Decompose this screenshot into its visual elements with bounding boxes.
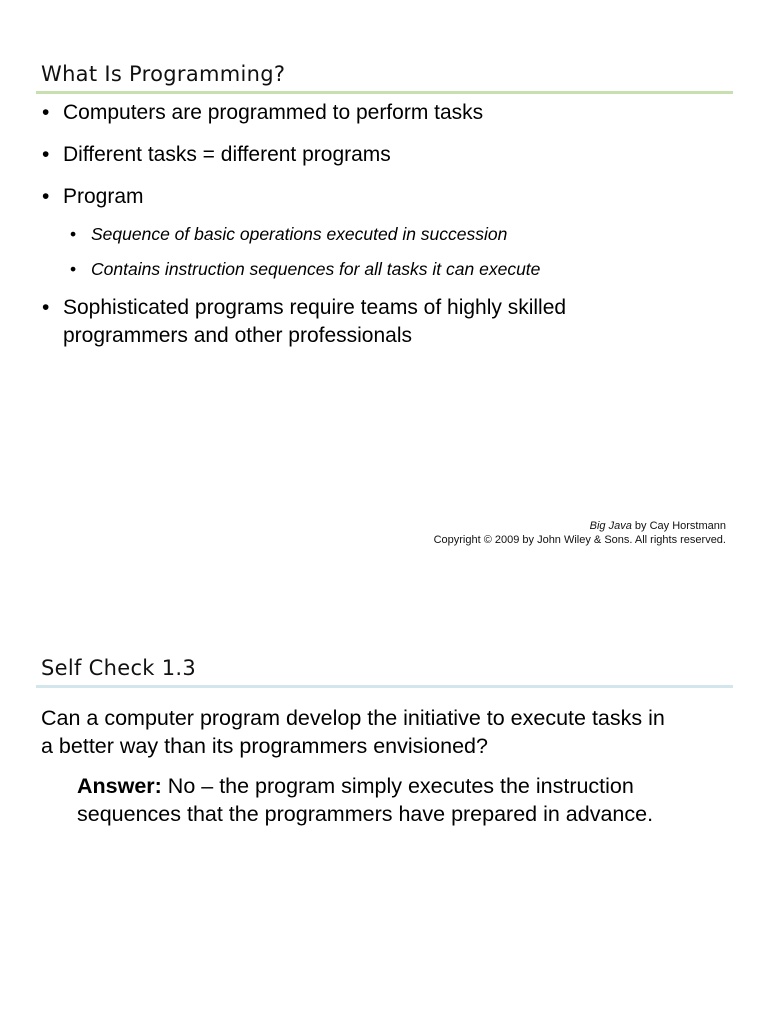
title-rule [36,91,733,94]
bullet-marker: • [42,185,50,208]
question-line: Can a computer program develop the initiative to execute tasks in [41,706,665,730]
bullet-text: Computers are programmed to perform tasks [63,101,484,124]
answer-line: No – the program simply executes the instruction [161,774,634,798]
book-credit [434,519,726,547]
slide-self-check [0,600,768,1024]
title-rule [36,685,733,688]
answer-label: Answer: [77,774,162,798]
book-title: Big Java [589,520,632,532]
question-text [41,704,741,760]
question-line: a better way than its programmers envisioned? [41,734,488,758]
bullet-text: Different tasks = different programs [63,143,391,166]
sub-bullet-marker: • [70,224,77,244]
answer-text [77,772,737,828]
sub-bullet-text: Sequence of basic operations executed in succession [91,224,508,244]
bullet-marker: • [42,143,50,166]
slide-title: Self Check 1.3 [41,656,197,680]
bullet-text: Sophisticated programs require teams of highly skilled [63,296,567,319]
bullet-text: programmers and other professionals [63,324,413,347]
credit-line [434,519,726,533]
slide-title: What Is Programming? [41,62,286,86]
answer-line: sequences that the programmers have prepared in advance. [77,802,654,826]
copyright-line: Copyright © 2009 by John Wiley & Sons. All rights reserved. [433,534,726,546]
sub-bullet-text: Contains instruction sequences for all tasks it can execute [91,259,541,279]
bullet-text: Program [63,185,144,208]
sub-bullet-marker: • [70,259,77,279]
bullet-marker: • [42,101,50,124]
book-author: by Cay Horstmann [631,520,726,532]
bullet-marker: • [42,296,50,319]
